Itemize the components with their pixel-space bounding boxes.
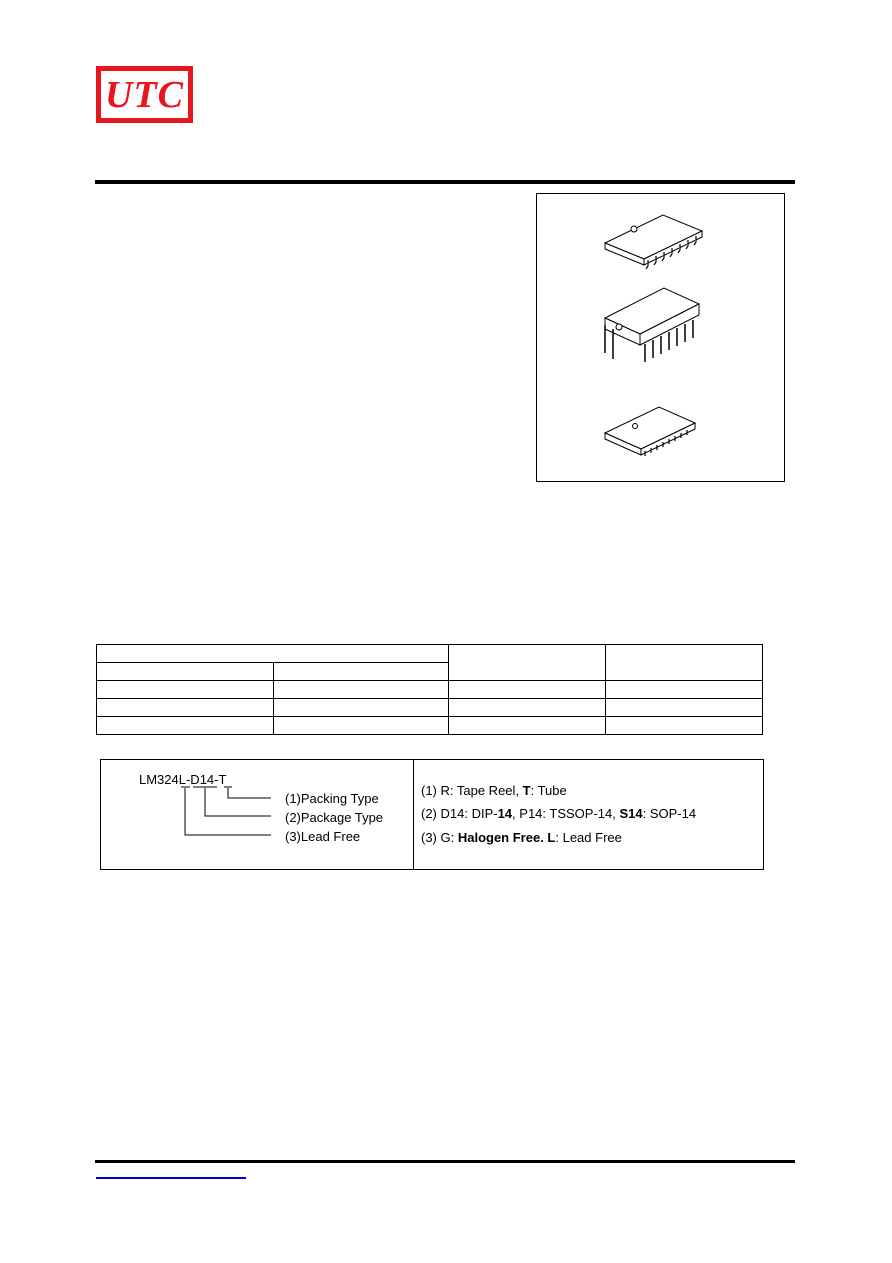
header-rule [95,180,795,184]
callout-package-type: (2)Package Type [285,810,384,825]
footer-link[interactable] [96,1177,246,1179]
table-header-cell [97,645,449,663]
table-cell [97,681,274,699]
table-cell [449,681,606,699]
footer-rule [95,1160,795,1163]
logo-text: UTC [105,73,184,116]
table-cell [606,681,763,699]
ordering-table [96,644,763,735]
table-cell [274,717,449,735]
soic-package-icon [605,215,702,269]
callout-lead-free: (3)Lead Free [285,829,361,844]
table-cell [606,699,763,717]
table-cell [449,717,606,735]
tssop-package-icon [605,407,695,456]
part-code-box [100,759,764,870]
table-cell [97,717,274,735]
table-row [97,699,763,717]
lead-free-description: (3) G: Halogen Free. L: Lead Free [421,830,622,845]
table-header-cell [449,645,606,681]
callout-packing-type: (1)Packing Type [285,791,379,806]
code-box-divider [413,760,414,869]
table-cell [274,681,449,699]
table-row [97,717,763,735]
package-type-description: (2) D14: DIP-14, P14: TSSOP-14, S14: SOP-14 [421,806,697,821]
table-cell [449,699,606,717]
package-images-box [536,193,785,482]
package-drawings [537,194,786,483]
part-number: LM324L-D14-T [139,772,227,787]
table-subheader-cell [97,663,274,681]
table-cell [97,699,274,717]
packing-type-description: (1) R: Tape Reel, T: Tube [421,783,567,798]
table-cell [274,699,449,717]
utc-logo [96,66,193,123]
table-subheader-cell [274,663,449,681]
table-cell [606,717,763,735]
dip-package-icon [605,288,699,362]
table-row [97,681,763,699]
table-header-cell [606,645,763,681]
